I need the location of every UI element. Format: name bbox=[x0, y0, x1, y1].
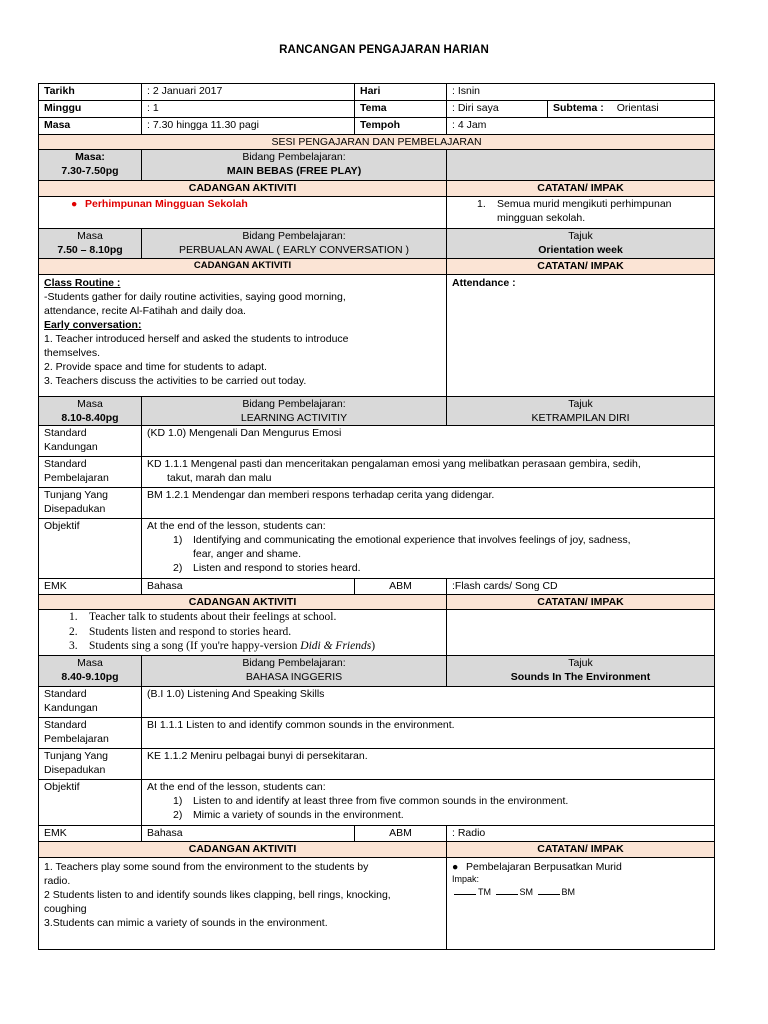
s4-masa-value: 8.40-9.10pg bbox=[61, 671, 119, 683]
s4-sk-label1: Standard bbox=[44, 688, 87, 700]
s4-header-row bbox=[39, 656, 715, 687]
s4-obj1 bbox=[147, 794, 709, 808]
s4-abm-label: ABM bbox=[355, 826, 447, 842]
s4-tajuk-label: Tajuk bbox=[568, 657, 593, 669]
s2-header-row bbox=[39, 229, 715, 259]
s4-impact-bullet bbox=[452, 860, 709, 874]
s2-content-row bbox=[39, 275, 715, 397]
s3-content-row bbox=[39, 610, 715, 656]
s2-early-line2: themselves. bbox=[44, 347, 101, 359]
s1-impact-line2: mingguan sekolah. bbox=[497, 212, 586, 224]
s4-bidang bbox=[142, 656, 447, 687]
s4-masa-label: Masa bbox=[77, 657, 103, 669]
s4-obj1-text: Listen to and identify at least three from five common sounds in the environment. bbox=[193, 795, 569, 807]
s3-act3-end: ) bbox=[371, 640, 376, 652]
s3-emk-row bbox=[39, 579, 715, 595]
s4-impak-label: Impak: bbox=[452, 874, 480, 884]
s2-catatan: CATATAN/ IMPAK bbox=[447, 259, 715, 275]
s4-abm-value: : Radio bbox=[447, 826, 715, 842]
s3-subheader-row bbox=[39, 595, 715, 610]
s3-activity-cell bbox=[39, 610, 447, 656]
s3-impact-cell bbox=[447, 610, 715, 656]
minggu-value: : 1 bbox=[142, 101, 355, 118]
s2-tajuk bbox=[447, 229, 715, 259]
s3-obj-row bbox=[39, 519, 715, 579]
s3-obj-intro: At the end of the lesson, students can: bbox=[147, 520, 326, 532]
s3-ty-label bbox=[39, 488, 142, 519]
s2-routine-line1: -Students gather for daily routine activities, saying good morning, bbox=[44, 291, 346, 303]
subtema-cell bbox=[548, 101, 715, 118]
bullet-icon: ● bbox=[71, 198, 78, 210]
s4-ty-label1: Tunjang Yang bbox=[44, 750, 109, 762]
s3-obj1-line2: fear, anger and shame. bbox=[193, 548, 301, 560]
s4-sp-label bbox=[39, 718, 142, 749]
s1-impact-text bbox=[497, 197, 709, 225]
s4-cadangan: CADANGAN AKTIVITI bbox=[39, 842, 447, 858]
minggu-label: Minggu bbox=[39, 101, 142, 118]
masa-label: Masa bbox=[39, 118, 142, 135]
s2-tajuk-value: Orientation week bbox=[538, 244, 623, 256]
s2-masa bbox=[39, 229, 142, 259]
s3-obj2-num: 2) bbox=[173, 562, 183, 574]
s1-activity-cell bbox=[39, 197, 447, 229]
s4-ty-value: KE 1.1.2 Meniru pelbagai bunyi di persekitaran. bbox=[142, 749, 715, 780]
tm-label: TM bbox=[478, 887, 491, 897]
s1-masa bbox=[39, 150, 142, 181]
tema-label: Tema bbox=[355, 101, 447, 118]
s4-sp-row bbox=[39, 718, 715, 749]
s2-bidang-value: PERBUALAN AWAL ( EARLY CONVERSATION ) bbox=[179, 244, 409, 256]
s3-sp-label2: Pembelajaran bbox=[44, 472, 109, 484]
sm-label: SM bbox=[519, 887, 534, 897]
subtema-value: Orientasi bbox=[616, 102, 659, 114]
s3-sp-label1: Standard bbox=[44, 458, 87, 470]
s3-emk-value: Bahasa bbox=[142, 579, 355, 595]
info-row-date bbox=[39, 84, 715, 101]
s3-sk-label1: Standard bbox=[44, 427, 87, 439]
s3-catatan: CATATAN/ IMPAK bbox=[447, 595, 715, 610]
s3-act2-text: Students listen and respond to stories heard. bbox=[89, 625, 292, 638]
s4-sk-label2: Kandungan bbox=[44, 702, 98, 714]
s4-sp-value: BI 1.1.1 Listen to and identify common sounds in the environment. bbox=[142, 718, 715, 749]
s2-bidang-label: Bidang Pembelajaran: bbox=[242, 230, 346, 242]
s4-obj-value bbox=[142, 780, 715, 826]
sm-blank[interactable] bbox=[496, 885, 518, 895]
s3-sp-line2: takut, marah dan malu bbox=[167, 472, 272, 484]
s4-act-line1: 1. Teachers play some sound from the environment to the students by bbox=[44, 861, 369, 873]
s1-header-row bbox=[39, 150, 715, 181]
s4-ty-label2: Disepadukan bbox=[44, 764, 106, 776]
s2-masa-value: 7.50 – 8.10pg bbox=[57, 244, 123, 256]
s3-sk-label2: Kandungan bbox=[44, 441, 98, 453]
s3-ty-label1: Tunjang Yang bbox=[44, 489, 109, 501]
s4-emk-label: EMK bbox=[39, 826, 142, 842]
s3-act3 bbox=[69, 639, 441, 654]
s4-impact-bullet-text: Pembelajaran Berpusatkan Murid bbox=[466, 861, 622, 873]
s4-obj2-text: Mimic a variety of sounds in the environment. bbox=[193, 809, 404, 821]
s3-masa bbox=[39, 397, 142, 426]
s4-act-line3: 2 Students listen to and identify sounds likes clapping, bell rings, knocking, bbox=[44, 889, 391, 901]
s3-sp-label bbox=[39, 457, 142, 488]
s3-obj1-num: 1) bbox=[173, 534, 183, 546]
s4-tajuk bbox=[447, 656, 715, 687]
info-row-week bbox=[39, 101, 715, 118]
sesi-heading-row bbox=[39, 135, 715, 150]
s4-emk-row bbox=[39, 826, 715, 842]
s4-sk-label bbox=[39, 687, 142, 718]
s1-impact-num: 1. bbox=[477, 198, 486, 210]
s3-tajuk bbox=[447, 397, 715, 426]
s2-routine-line2: attendance, recite Al-Fatihah and daily doa. bbox=[44, 305, 246, 317]
s1-bidang-value: MAIN BEBAS (FREE PLAY) bbox=[226, 165, 362, 177]
masa-value: : 7.30 hingga 11.30 pagi bbox=[142, 118, 355, 135]
bm-label: BM bbox=[561, 887, 576, 897]
s4-bidang-value: BAHASA INGGERIS bbox=[245, 671, 343, 683]
s3-sp-value bbox=[142, 457, 715, 488]
s2-attendance-label: Attendance : bbox=[452, 277, 516, 289]
s1-activity bbox=[71, 198, 248, 210]
s3-obj-value bbox=[142, 519, 715, 579]
s4-ty-row bbox=[39, 749, 715, 780]
s3-emk-label: EMK bbox=[39, 579, 142, 595]
s3-bidang bbox=[142, 397, 447, 426]
s4-obj2 bbox=[147, 808, 709, 822]
s3-sp-line1: KD 1.1.1 Mengenal pasti dan menceritakan pengalaman emosi yang melibatkan perasaan gembira, sedih, bbox=[147, 458, 641, 470]
s1-activity-text: Perhimpunan Mingguan Sekolah bbox=[85, 198, 248, 210]
s2-tajuk-label: Tajuk bbox=[568, 230, 593, 242]
hari-label: Hari bbox=[355, 84, 447, 101]
s3-sk-value: (KD 1.0) Mengenali Dan Mengurus Emosi bbox=[142, 426, 715, 457]
s2-impact-cell bbox=[447, 275, 715, 397]
s1-subheader-row bbox=[39, 181, 715, 197]
s2-early-line1: 1. Teacher introduced herself and asked the students to introduce bbox=[44, 333, 349, 345]
s4-catatan: CATATAN/ IMPAK bbox=[447, 842, 715, 858]
s4-bidang-label: Bidang Pembelajaran: bbox=[242, 657, 346, 669]
s3-bidang-label: Bidang Pembelajaran: bbox=[242, 398, 346, 410]
tempoh-value: : 4 Jam bbox=[447, 118, 715, 135]
s3-obj-label: Objektif bbox=[39, 519, 142, 579]
s3-obj1-text bbox=[193, 533, 709, 561]
s4-obj-label: Objektif bbox=[39, 780, 142, 826]
tm-blank[interactable] bbox=[454, 885, 476, 895]
s3-sp-row bbox=[39, 457, 715, 488]
s2-early-title: Early conversation: bbox=[44, 319, 142, 331]
s1-cadangan: CADANGAN AKTIVITI bbox=[39, 181, 447, 197]
s1-impact-line1: Semua murid mengikuti perhimpunan bbox=[497, 198, 672, 210]
s4-obj1-num: 1) bbox=[173, 795, 183, 807]
s3-sk-label bbox=[39, 426, 142, 457]
s1-masa-label: Masa: bbox=[75, 151, 105, 163]
s3-obj1 bbox=[147, 533, 709, 561]
tarikh-label: Tarikh bbox=[39, 84, 142, 101]
s4-obj-row bbox=[39, 780, 715, 826]
s3-masa-value: 8.10-8.40pg bbox=[61, 412, 119, 424]
s3-act2-num: 2. bbox=[69, 625, 78, 638]
s3-ty-value: BM 1.2.1 Mendengar dan memberi respons terhadap cerita yang didengar. bbox=[142, 488, 715, 519]
s3-masa-label: Masa bbox=[77, 398, 103, 410]
bullet-icon: ● bbox=[452, 861, 459, 873]
s3-act2 bbox=[69, 625, 441, 640]
s4-subheader-row bbox=[39, 842, 715, 858]
s3-obj2 bbox=[147, 561, 709, 575]
s3-tajuk-label: Tajuk bbox=[568, 398, 593, 410]
s3-header-row bbox=[39, 397, 715, 426]
s2-cadangan: CADANGAN AKTIVITI bbox=[39, 259, 447, 275]
s3-bidang-value: LEARNING ACTIVITIY bbox=[240, 412, 348, 424]
s1-catatan: CATATAN/ IMPAK bbox=[447, 181, 715, 197]
s2-activity-cell bbox=[39, 275, 447, 397]
s1-tajuk-empty bbox=[447, 150, 715, 181]
s4-masa bbox=[39, 656, 142, 687]
s3-ty-label2: Disepadukan bbox=[44, 503, 106, 515]
tarikh-value: : 2 Januari 2017 bbox=[142, 84, 355, 101]
s1-bidang bbox=[142, 150, 447, 181]
s4-act-line4: coughing bbox=[44, 903, 87, 915]
s2-early-line4: 3. Teachers discuss the activities to be carried out today. bbox=[44, 375, 307, 387]
s3-act1-num: 1. bbox=[69, 611, 78, 623]
s2-masa-label: Masa bbox=[77, 230, 103, 242]
s1-impact-item bbox=[477, 197, 709, 225]
s3-tajuk-value: KETRAMPILAN DIRI bbox=[531, 412, 630, 424]
s4-act-line2: radio. bbox=[44, 875, 71, 887]
s4-act-line5: 3.Students can mimic a variety of sounds in the environment. bbox=[44, 917, 328, 929]
s4-obj2-num: 2) bbox=[173, 809, 183, 821]
bm-blank[interactable] bbox=[538, 885, 560, 895]
hari-value: : Isnin bbox=[447, 84, 715, 101]
s3-act3-text bbox=[89, 639, 441, 654]
s3-act1 bbox=[69, 610, 441, 625]
s2-bidang bbox=[142, 229, 447, 259]
s3-abm-label: ABM bbox=[355, 579, 447, 595]
document-title: RANCANGAN PENGAJARAN HARIAN bbox=[279, 44, 489, 56]
s2-subheader-row bbox=[39, 259, 715, 275]
tempoh-label: Tempoh bbox=[355, 118, 447, 135]
s4-impact-cell bbox=[447, 858, 715, 950]
s4-sp-label2: Pembelajaran bbox=[44, 733, 109, 745]
s3-act1-text: Teacher talk to students about their feelings at school. bbox=[89, 611, 337, 623]
tema-value: : Diri saya bbox=[447, 101, 548, 118]
s4-activity-cell bbox=[39, 858, 447, 950]
subtema-label: Subtema : bbox=[553, 102, 604, 114]
s4-emk-value: Bahasa bbox=[142, 826, 355, 842]
s4-sp-label1: Standard bbox=[44, 719, 87, 731]
s4-ty-label bbox=[39, 749, 142, 780]
s1-impact-cell bbox=[447, 197, 715, 229]
s4-content-row bbox=[39, 858, 715, 950]
s3-act3-italic: Didi & Friends bbox=[300, 640, 372, 652]
s4-sk-row bbox=[39, 687, 715, 718]
lesson-plan-table bbox=[38, 83, 715, 950]
s3-cadangan: CADANGAN AKTIVITI bbox=[39, 595, 447, 610]
s3-ty-row bbox=[39, 488, 715, 519]
s1-content-row bbox=[39, 197, 715, 229]
s3-sk-row bbox=[39, 426, 715, 457]
s4-obj-intro: At the end of the lesson, students can: bbox=[147, 781, 326, 793]
s4-sk-value: (B.I 1.0) Listening And Speaking Skills bbox=[142, 687, 715, 718]
s2-early-line3: 2. Provide space and time for students to adapt. bbox=[44, 361, 267, 373]
s4-tajuk-value: Sounds In The Environment bbox=[510, 671, 651, 683]
s3-obj2-text: Listen and respond to stories heard. bbox=[193, 562, 361, 574]
s3-obj1-line1: Identifying and communicating the emotional experience that involves feelings of joy, sadness, bbox=[193, 534, 631, 546]
s3-act3-main: Students sing a song (If you're happy-version bbox=[89, 640, 301, 652]
s1-bidang-label: Bidang Pembelajaran: bbox=[242, 151, 346, 163]
s3-act3-num: 3. bbox=[69, 640, 78, 652]
s1-masa-value: 7.30-7.50pg bbox=[61, 165, 119, 177]
sesi-heading: SESI PENGAJARAN DAN PEMBELAJARAN bbox=[39, 135, 715, 150]
s4-impak-scores bbox=[452, 885, 709, 898]
s3-abm-value: :Flash cards/ Song CD bbox=[447, 579, 715, 595]
s2-routine-title: Class Routine : bbox=[44, 277, 121, 289]
info-row-time bbox=[39, 118, 715, 135]
